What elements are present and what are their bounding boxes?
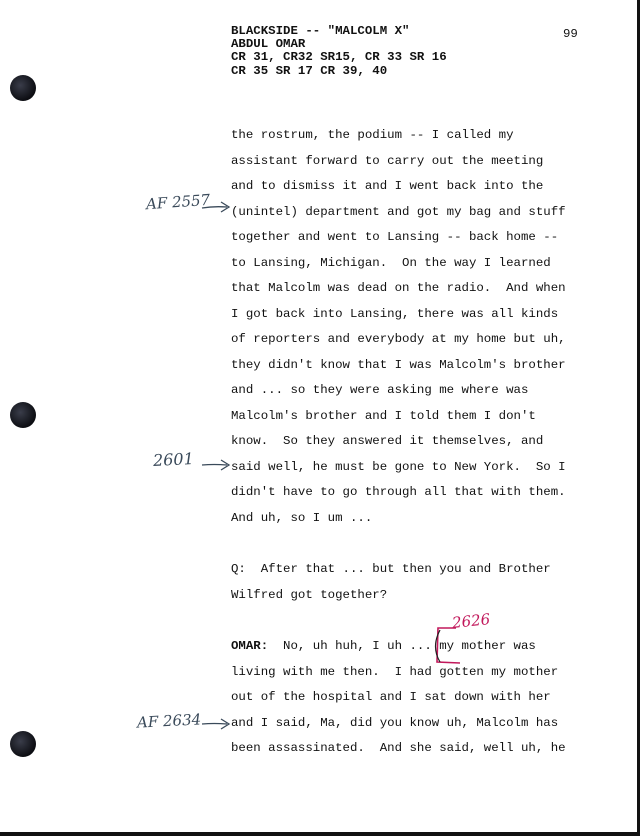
answer-text: No, uh huh, I uh ... my mother was bbox=[268, 639, 536, 653]
answer-line bbox=[231, 639, 536, 653]
arrow-annotation-icon bbox=[200, 457, 232, 473]
header-line: CR 35 SR 17 CR 39, 40 bbox=[231, 63, 388, 78]
punch-hole-icon bbox=[10, 402, 36, 428]
transcript-line: the rostrum, the podium -- I called my bbox=[231, 128, 514, 142]
arrow-annotation-icon bbox=[200, 716, 232, 732]
transcript-line: didn't have to go through all that with them. bbox=[231, 485, 566, 499]
transcript-line: of reporters and everybody at my home but uh, bbox=[231, 332, 566, 346]
answer-line: been assassinated. And she said, well uh, he bbox=[231, 741, 566, 755]
answer-line: out of the hospital and I sat down with her bbox=[231, 690, 551, 704]
answer-line: living with me then. I had gotten my mother bbox=[231, 665, 559, 679]
transcript-line: And uh, so I um ... bbox=[231, 511, 373, 525]
answer-line: and I said, Ma, did you know uh, Malcolm has bbox=[231, 716, 559, 730]
transcript-line: and ... so they were asking me where was bbox=[231, 383, 529, 397]
question-line: Q: After that ... but then you and Brother bbox=[231, 562, 551, 576]
transcript-line: to Lansing, Michigan. On the way I learned bbox=[231, 256, 551, 270]
header-line: BLACKSIDE -- "MALCOLM X" bbox=[231, 24, 410, 38]
handwritten-note: 2626 bbox=[451, 610, 492, 632]
transcript-line: assistant forward to carry out the meeting bbox=[231, 154, 544, 168]
page-number: 99 bbox=[563, 27, 578, 41]
header-line: ABDUL OMAR bbox=[231, 37, 306, 52]
transcript-line: (unintel) department and got my bag and stuff bbox=[231, 205, 566, 219]
insertion-bracket-icon bbox=[426, 622, 466, 666]
transcript-line: and to dismiss it and I went back into the bbox=[231, 179, 544, 193]
punch-hole-icon bbox=[10, 75, 36, 101]
transcript-line: they didn't know that I was Malcolm's brother bbox=[231, 358, 566, 372]
transcript-line: know. So they answered it themselves, and bbox=[231, 434, 544, 448]
handwritten-note: AF 2634 bbox=[136, 710, 202, 732]
document-header bbox=[231, 25, 447, 78]
transcript-line: I got back into Lansing, there was all kinds bbox=[231, 307, 559, 321]
transcript-line: Malcolm's brother and I told them I don't bbox=[231, 409, 536, 423]
handwritten-note: 2601 bbox=[152, 448, 195, 471]
arrow-annotation-icon bbox=[200, 198, 232, 216]
handwritten-note: AF 2557 bbox=[145, 190, 211, 214]
page-edge-bottom bbox=[0, 832, 640, 836]
question-line: Wilfred got together? bbox=[231, 588, 388, 602]
header-line: CR 31, CR32 SR15, CR 33 SR 16 bbox=[231, 50, 447, 65]
transcript-line: that Malcolm was dead on the radio. And when bbox=[231, 281, 566, 295]
speaker-label: OMAR: bbox=[231, 639, 269, 653]
transcript-line: said well, he must be gone to New York. So I bbox=[231, 460, 566, 474]
punch-hole-icon bbox=[10, 731, 36, 757]
transcript-line: together and went to Lansing -- back home -- bbox=[231, 230, 559, 244]
